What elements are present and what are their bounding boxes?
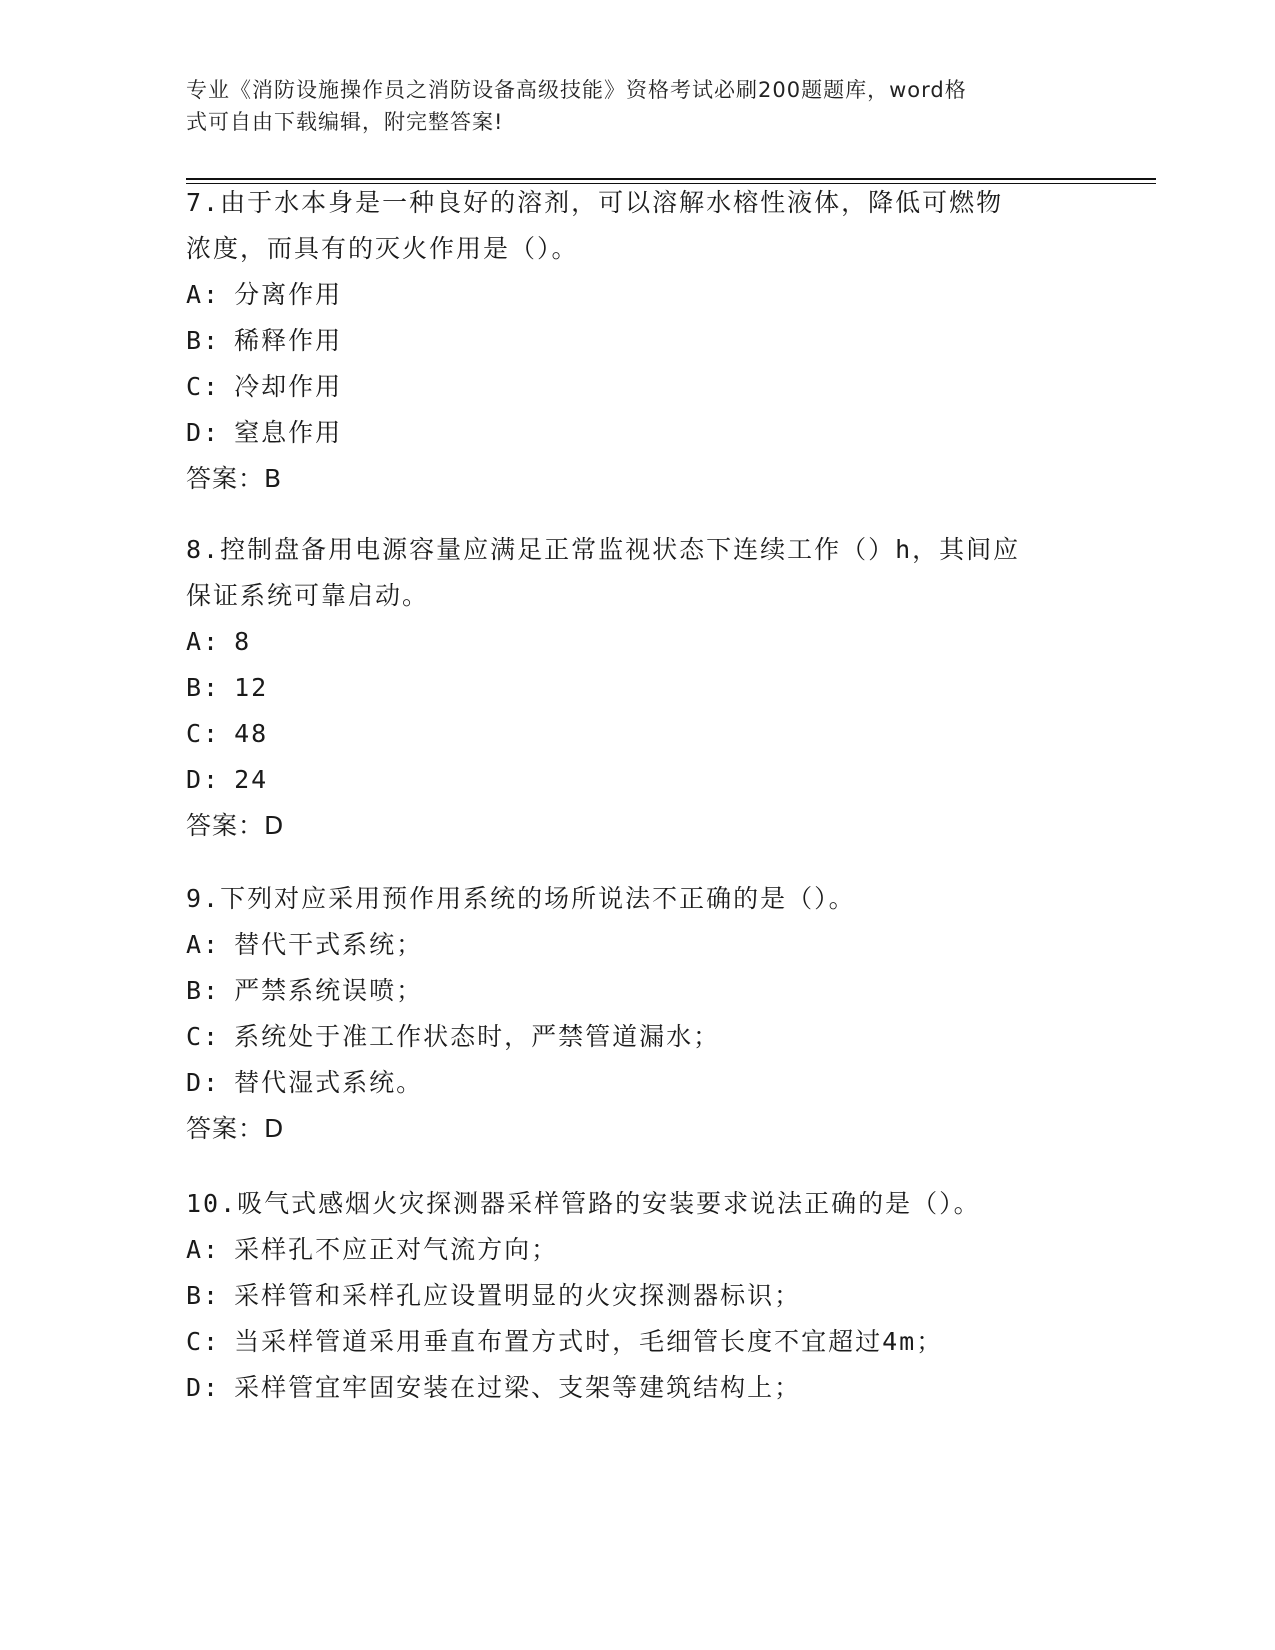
option-text: 采样管和采样孔应设置明显的火灾探测器标识； [234,1281,802,1310]
question-stem-line: 保证系统可靠启动。 [186,581,430,610]
option-a [186,1227,1086,1273]
option-text: 窒息作用 [234,418,343,447]
answer-line: 答案：B [186,464,283,493]
question-block-10 [186,1181,1086,1411]
option-text: 分离作用 [234,280,343,309]
option-a [186,619,1086,665]
option-d [186,1365,1086,1411]
option-c [186,364,1086,410]
option-c [186,1014,1086,1060]
question-block-8 [186,527,1086,849]
option-letter: A: [186,930,221,959]
option-b [186,318,1086,364]
document-header [186,74,1066,138]
option-letter: D: [186,1068,221,1097]
option-text: 采样孔不应正对气流方向； [234,1235,559,1264]
option-text: 严禁系统误喷； [234,976,424,1005]
option-text: 8 [234,627,252,656]
option-letter: D: [186,765,221,794]
option-b [186,665,1086,711]
option-c [186,711,1086,757]
option-letter: A: [186,1235,221,1264]
answer-line: 答案：D [186,1114,285,1143]
option-text: 48 [234,719,269,748]
option-text: 稀释作用 [234,326,343,355]
question-stem-line: 8.控制盘备用电源容量应满足正常监视状态下连续工作（）h，其间应 [186,535,1021,564]
option-text: 采样管宜牢固安装在过梁、支架等建筑结构上； [234,1373,802,1402]
option-b [186,968,1086,1014]
question-block-9 [186,876,1086,1152]
option-c [186,1319,1086,1365]
option-letter: C: [186,1022,221,1051]
option-text: 12 [234,673,269,702]
question-stem-line: 7.由于水本身是一种良好的溶剂，可以溶解水榕性液体，降低可燃物 [186,188,1004,217]
option-text: 替代湿式系统。 [234,1068,424,1097]
option-a [186,272,1086,318]
header-line-1: 专业《消防设施操作员之消防设备高级技能》资格考试必刷200题题库，word格 [186,78,967,102]
option-text: 冷却作用 [234,372,343,401]
option-d [186,1060,1086,1106]
option-text: 24 [234,765,269,794]
option-d [186,757,1086,803]
option-letter: D: [186,418,221,447]
option-letter: C: [186,1327,221,1356]
option-text: 替代干式系统； [234,930,424,959]
question-stem-line: 浓度，而具有的灭火作用是（）。 [186,234,579,263]
option-letter: A: [186,627,221,656]
option-letter: D: [186,1373,221,1402]
question-stem-line: 10.吸气式感烟火灾探测器采样管路的安装要求说法正确的是（）。 [186,1189,981,1218]
question-stem-line: 9.下列对应采用预作用系统的场所说法不正确的是（）。 [186,884,856,913]
question-block-7 [186,180,1086,502]
option-letter: A: [186,280,221,309]
option-letter: B: [186,976,221,1005]
option-text: 当采样管道采用垂直布置方式时，毛细管长度不宜超过4m； [234,1327,944,1356]
option-a [186,922,1086,968]
option-letter: B: [186,673,221,702]
option-letter: C: [186,372,221,401]
option-letter: B: [186,326,221,355]
option-letter: B: [186,1281,221,1310]
option-b [186,1273,1086,1319]
header-line-2: 式可自由下载编辑，附完整答案! [186,110,504,134]
option-d [186,410,1086,456]
answer-line: 答案：D [186,811,285,840]
option-text: 系统处于准工作状态时，严禁管道漏水； [234,1022,721,1051]
option-letter: C: [186,719,221,748]
